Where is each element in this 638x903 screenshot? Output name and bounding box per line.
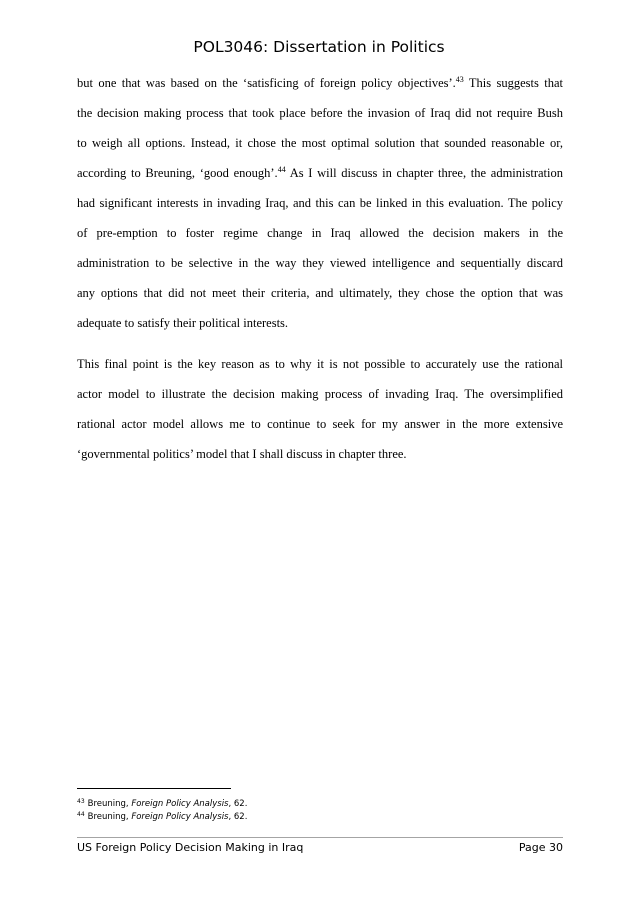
paragraph-1: [77, 74, 563, 344]
text-line: actor model to illustrate the decision making process of invading Iraq. The oversimplified: [77, 387, 563, 401]
text-line: any options that did not meet their criteria, and ultimately, they chose the option that was: [77, 286, 563, 300]
footnotes: [77, 798, 247, 824]
footnote-number: 43: [77, 798, 85, 805]
paragraph-2: [77, 355, 563, 475]
footnote-ref-43[interactable]: 43: [455, 75, 464, 84]
text-line: but one that was based on the ‘satisficing of foreign policy objectives’.$^{43}$ This suggests that: [77, 75, 563, 90]
text-line: administration to be selective in the way they viewed intelligence and sequentially discard: [77, 256, 563, 270]
footnote-separator: [77, 788, 231, 789]
footnote-number: 44: [77, 811, 85, 818]
footnote-ref-44[interactable]: 44: [277, 165, 286, 174]
text-line: This final point is the key reason as to why it is not possible to accurately use the rational: [77, 357, 563, 371]
footer-document-title: US Foreign Policy Decision Making in Iraq: [77, 841, 304, 854]
footnote-citation-title: Foreign Policy Analysis: [131, 799, 229, 809]
text-line: rational actor model allows me to continue to seek for my answer in the more extensive: [77, 417, 563, 431]
text-line: had significant interests in invading Iraq, and this can be linked in this evaluation. The policy: [77, 196, 563, 210]
footnote-citation-title: Foreign Policy Analysis: [131, 812, 229, 822]
page-footer: [77, 841, 563, 854]
page-number: Page 30: [518, 841, 563, 854]
text-line: to weigh all options. Instead, it chose the most optimal solution that sounded reasonable or,: [77, 136, 563, 150]
text-line: according to Breuning, ‘good enough’.$^{44}$ As I will discuss in chapter three, the administration: [77, 165, 563, 180]
text-line: of pre-emption to foster regime change in Iraq allowed the decision makers in the: [77, 226, 563, 240]
footnote-43: $^{43}$ Breuning, Foreign Policy Analysis, 62.: [77, 798, 248, 809]
footnote-44: $^{44}$ Breuning, Foreign Policy Analysis, 62.: [77, 811, 248, 822]
page-header-title: POL3046: Dissertation in Politics: [193, 38, 445, 56]
text-line: the decision making process that took place before the invasion of Iraq did not require Bush: [77, 106, 563, 120]
text-line: ‘governmental politics’ model that I shall discuss in chapter three.: [77, 447, 407, 461]
text-line: adequate to satisfy their political interests.: [77, 316, 289, 330]
footer-separator: [77, 837, 563, 838]
